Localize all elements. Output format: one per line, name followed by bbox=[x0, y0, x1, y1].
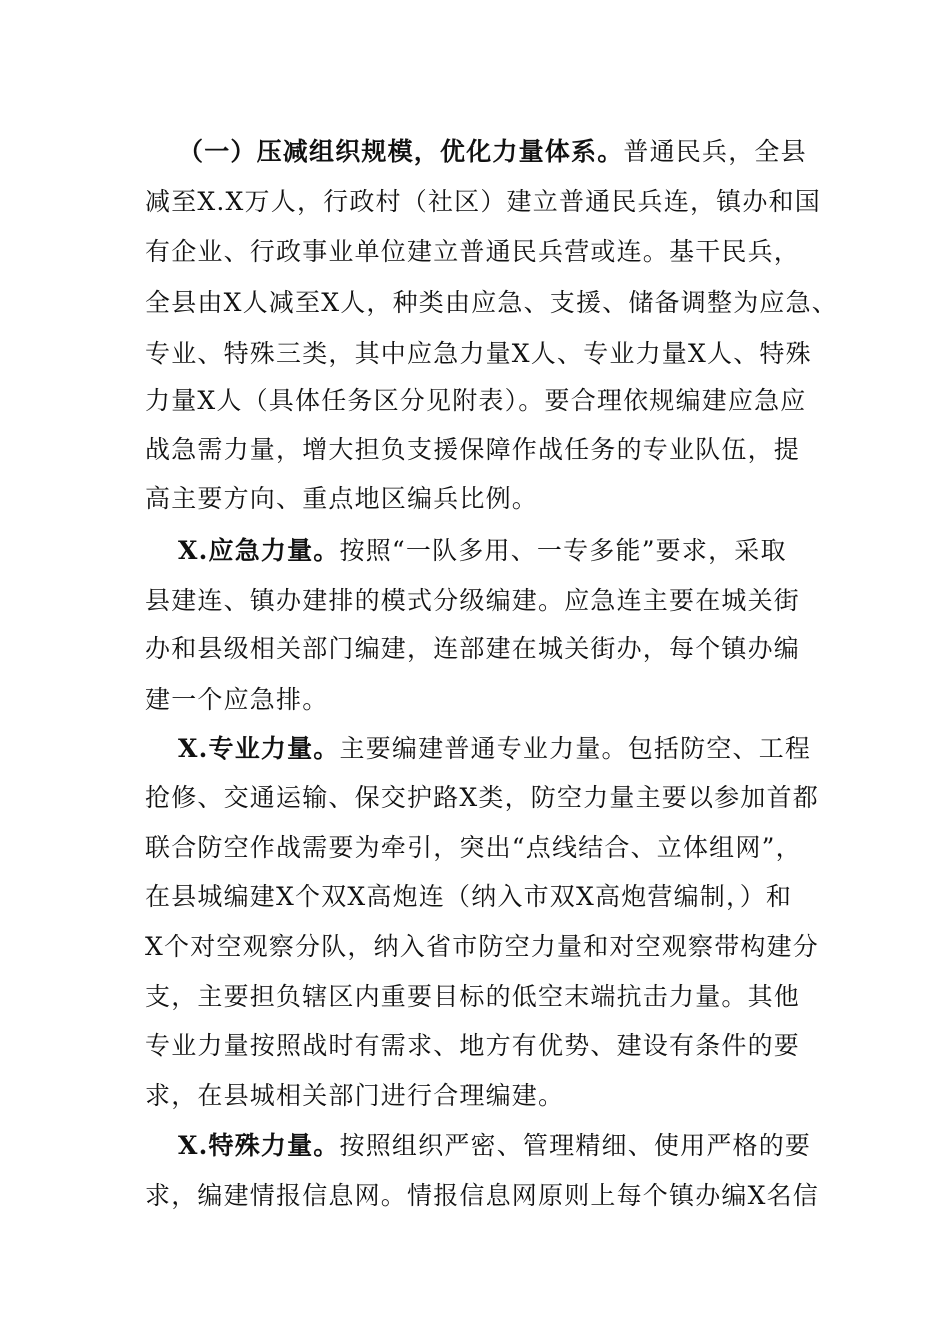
paragraph-line: 支，主要担负辖区内重要目标的低空末端抗击力量。其他 bbox=[145, 982, 801, 1011]
section-heading: （一）压减组织规模，优化力量体系。 bbox=[178, 137, 624, 166]
paragraph-line: 在县城编建X个双X高炮连（纳入市双X高炮营编制，）和 bbox=[145, 882, 793, 911]
section-heading: X.专业力量。 bbox=[178, 734, 340, 763]
paragraph-line: 力量X人（具体任务区分见附表）。要合理依规编建应急应 bbox=[145, 386, 807, 415]
paragraph-line: 专业、特殊三类，其中应急力量X人、专业力量X人、特殊 bbox=[145, 339, 812, 368]
paragraph-line: 县建连、镇办建排的模式分级编建。应急连主要在城关街 bbox=[145, 586, 801, 615]
paragraph-line bbox=[178, 733, 811, 765]
paragraph-line: 战急需力量，增大担负支援保障作战任务的专业队伍，提 bbox=[145, 435, 801, 464]
paragraph-line: 抢修、交通运输、保交护路X类，防空力量主要以参加首都 bbox=[145, 783, 820, 812]
paragraph-line: 全县由X人减至X人，种类由应急、支援、储备调整为应急、 bbox=[145, 288, 838, 317]
paragraph-line: 联合防空作战需要为牵引，突出“点线结合、立体组网”， bbox=[145, 833, 802, 862]
paragraph-line: 求，编建情报信息网。情报信息网原则上每个镇办编X名信 bbox=[145, 1181, 820, 1210]
paragraph-text: 按照组织严密、管理精细、使用严格的要 bbox=[339, 1131, 812, 1160]
paragraph-line: 求，在县城相关部门进行合理编建。 bbox=[145, 1081, 565, 1110]
paragraph-text: 普通民兵，全县 bbox=[623, 137, 807, 166]
paragraph-line: 专业力量按照战时有需求、地方有优势、建设有条件的要 bbox=[145, 1031, 801, 1060]
section-heading: X.特殊力量。 bbox=[178, 1131, 340, 1160]
paragraph-text: 主要编建普通专业力量。包括防空、工程 bbox=[339, 734, 812, 763]
paragraph-line: 高主要方向、重点地区编兵比例。 bbox=[145, 484, 539, 513]
paragraph-text: 按照“一队多用、一专多能”要求，采取 bbox=[339, 536, 787, 565]
paragraph-line bbox=[178, 136, 807, 168]
paragraph-line: 办和县级相关部门编建，连部建在城关街办，每个镇办编 bbox=[145, 634, 801, 663]
paragraph-line: 减至X.X万人，行政村（社区）建立普通民兵连，镇办和国 bbox=[145, 187, 821, 216]
paragraph-line bbox=[178, 1130, 811, 1162]
paragraph-line: 建一个应急排。 bbox=[145, 685, 329, 714]
section-heading: X.应急力量。 bbox=[178, 536, 340, 565]
paragraph-line bbox=[178, 535, 787, 567]
paragraph-line: 有企业、行政事业单位建立普通民兵营或连。基干民兵， bbox=[145, 237, 801, 266]
paragraph-line: X个对空观察分队，纳入省市防空力量和对空观察带构建分 bbox=[145, 932, 820, 961]
